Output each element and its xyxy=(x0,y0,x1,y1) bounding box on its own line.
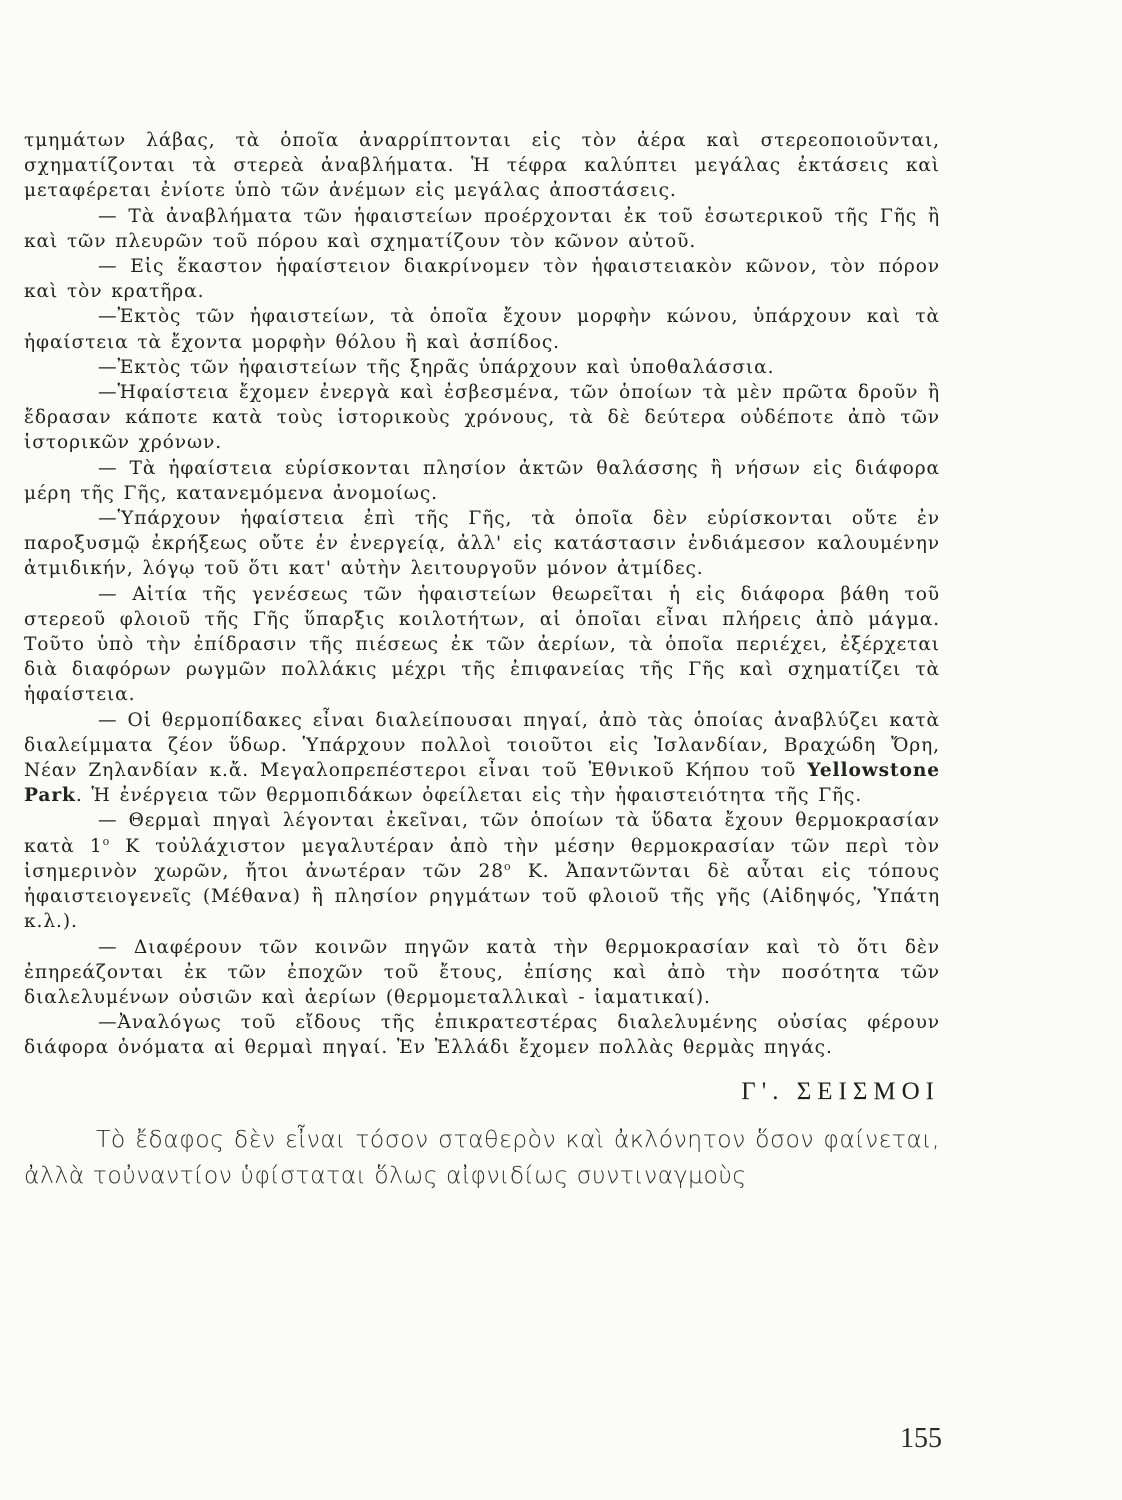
paragraph-geysers xyxy=(24,708,940,809)
paragraph-fumarolic: —Ὑπάρχουν ἡφαίστεια ἐπὶ τῆς Γῆς, τὰ ὁποῖα δὲν εὑρίσκονται οὔτε ἐν παροξυσμῷ ἐκρήξεως οὔτε ἐν ἐνεργείᾳ, ἀλλ' εἰς κατάστασιν ἐνδιάμεσον καλουμένην ἀτμιδικήν, λόγῳ τοῦ ὅτι κατ' αὐτὴν λειτουργοῦν μόνον ἀτμίδες. xyxy=(24,508,940,580)
paragraph-lava: τμημάτων λάβας, τὰ ὁποῖα ἀναρρίπτονται εἰς τὸν ἀέρα καὶ στερεοποιοῦνται, σχηματίζονται τὰ στερεὰ ἀναβλήματα. Ἡ τέφρα καλύπτει μεγάλας ἐκτάσεις καὶ μεταφέρεται ἐνίοτε ὑπὸ τῶν ἀνέμων εἰς μεγάλας ἀποστάσεις. xyxy=(24,130,940,202)
paragraph-cause: — Αἰτία τῆς γενέσεως τῶν ἡφαιστείων θεωρεῖται ἡ εἰς διάφορα βάθη τοῦ στερεοῦ φλοιοῦ τῆς Γῆς ὕπαρξις κοιλοτήτων, αἱ ὁποῖαι εἶναι πλήρεις ἀπὸ μάγμα. Τοῦτο ὑπὸ τὴν ἐπίδρασιν τῆς πιέσεως ἐκ τῶν ἀερίων, τὰ ὁποῖα περιέχει, ἐξέρχεται διὰ διαφόρων ρωγμῶν πολλάκις μέχρι τῆς ἐπιφανείας τῆς Γῆς καὶ σχηματίζει τὰ ἡφαίστεια. xyxy=(24,583,940,706)
paragraph-differences: — Διαφέρουν τῶν κοινῶν πηγῶν κατὰ τὴν θερμοκρασίαν καὶ τὸ ὅτι δὲν ἐπηρεάζονται ἐκ τῶν ἐποχῶν τοῦ ἔτους, ἐπίσης καὶ ἀπὸ τὴν ποσότητα τῶν διαλελυμένων οὐσιῶν καὶ ἀερίων (θερμομεταλλικαὶ - ἰαματικαί). xyxy=(24,936,940,1008)
paragraph-volcano-parts: — Εἰς ἕκαστον ἡφαίστειον διακρίνομεν τὸν ἡφαιστειακὸν κῶνον, τὸν πόρον καὶ τὸν κρατῆρα. xyxy=(24,256,940,303)
geysers-text-after: . Ἡ ἐνέργεια τῶν θερμοπιδάκων ὀφείλεται εἰς τὴν ἡφαιστειότητα τῆς Γῆς. xyxy=(75,785,863,807)
section-heading: Γ'. ΣΕΙΣΜΟΙ xyxy=(741,1077,940,1105)
paragraph-active-extinct: —Ἡφαίστεια ἔχομεν ἐνεργὰ καὶ ἐσβεσμένα, τῶν ὁποίων τὰ μὲν πρῶτα δροῦν ἢ ἔδρασαν κάποτε κατὰ τοὺς ἱστορικοὺς χρόνους, τὰ δὲ δεύτερα οὐδέποτε ἀπὸ τῶν ἱστορικῶν χρόνων. xyxy=(24,382,940,454)
paragraph-hot-springs xyxy=(24,808,940,934)
page-number: 155 xyxy=(900,1423,942,1454)
yellowstone-park: Yellowstone Park xyxy=(24,760,940,807)
springs-text-1: — Θερμαὶ πηγαὶ λέγονται ἐκεῖναι, τῶν ὁποίων τὰ ὕδατα ἔχουν θερμοκρασίαν κατὰ 1 xyxy=(24,810,940,857)
paragraph-distribution: — Τὰ ἡφαίστεια εὑρίσκονται πλησίον ἀκτῶν θαλάσσης ἢ νήσων εἰς διάφορα μέρη τῆς Γῆς, κατανεμόμενα ἀνομοίως. xyxy=(24,457,940,504)
paragraph-names: —Ἀναλόγως τοῦ εἴδους τῆς ἐπικρατεστέρας διαλελυμένης οὐσίας φέρουν διάφορα ὀνόματα αἱ θερμαὶ πηγαί. Ἐν Ἑλλάδι ἔχομεν πολλὰς θερμὰς πηγάς. xyxy=(24,1012,940,1059)
paragraph-submarine: —Ἐκτὸς τῶν ἡφαιστείων τῆς ξηρᾶς ὑπάρχουν καὶ ὑποθαλάσσια. xyxy=(98,356,775,378)
degree-mark-1: ο xyxy=(102,834,111,848)
geysers-text-before: — Οἱ θερμοπίδακες εἶναι διαλείπουσαι πηγαί, ἀπὸ τὰς ὁποίας ἀναβλύζει κατὰ διαλείμματα ζέον ὕδωρ. Ὑπάρχουν πολλοὶ τοιοῦτοι εἰς Ἰσλανδίαν, Βραχώδη Ὄρη, Νέαν Ζηλανδίαν κ.ἄ. Μεγαλοπρεπέστεροι εἶναι τοῦ Ἐθνικοῦ Κήπου τοῦ xyxy=(24,709,940,782)
springs-text-3: Κ. Ἀπαντῶνται δὲ αὗται εἰς τόπους ἡφαιστειογενεῖς (Μέθανα) ἢ πλησίον ρηγμάτων τοῦ φλοιοῦ τῆς γῆς (Αἰδηψός, Ὑπάτη κ.λ.). xyxy=(24,860,941,933)
paragraph-ejecta-origin: — Τὰ ἀναβλήματα τῶν ἡφαιστείων προέρχονται ἐκ τοῦ ἐσωτερικοῦ τῆς Γῆς ἢ καὶ τῶν πλευρῶν τοῦ πόρου καὶ σχηματίζουν τὸν κῶνον αὐτοῦ. xyxy=(24,205,940,252)
page-body xyxy=(24,128,940,1193)
lead-paragraph: Τὸ ἔδαφος δὲν εἶναι τόσον σταθερὸν καὶ ἀκλόνητον ὅσον φαίνεται, ἀλλὰ τοὐναντίον ὑφίσταται ὅλως αἰφνιδίως συντιναγμοὺς xyxy=(24,1124,940,1189)
paragraph-dome-shield: —Ἐκτὸς τῶν ἡφαιστείων, τὰ ὁποῖα ἔχουν μορφὴν κώνου, ὑπάρχουν καὶ τὰ ἡφαίστεια τὰ ἔχοντα μορφὴν θόλου ἢ καὶ ἀσπίδος. xyxy=(24,306,940,353)
degree-mark-2: ο xyxy=(504,859,512,873)
springs-text-2: Κ τοὐλάχιστον μεγαλυτέραν ἀπὸ τὴν μέσην θερμοκρασίαν τῶν περὶ τὸν ἰσημερινὸν χωρῶν, ἤτοι ἀνωτέραν τῶν 28 xyxy=(24,835,940,882)
